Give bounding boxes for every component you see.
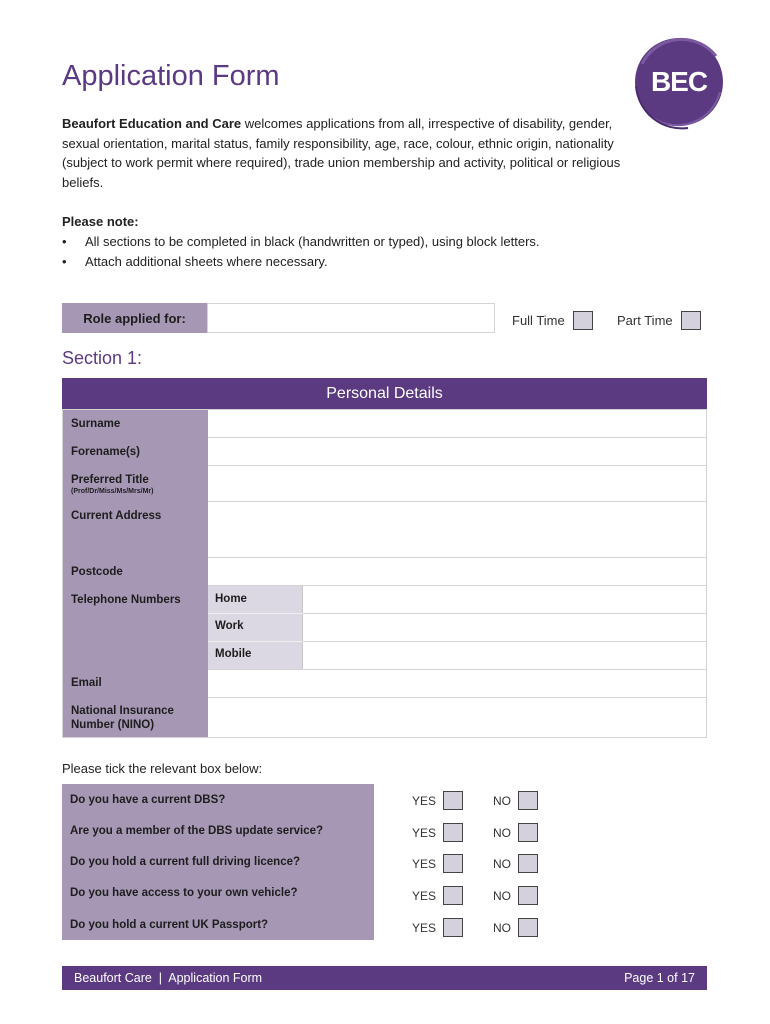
dbs-no-checkbox[interactable] [518,791,538,810]
licence-no-checkbox[interactable] [518,854,538,873]
role-applied-input[interactable] [207,303,495,333]
phone-work-label: Work [215,620,244,632]
dbs-no-option: NO [493,791,538,810]
note-item: • Attach additional sheets where necessary. [62,254,328,269]
dbs-update-yes-option: YES [412,823,463,842]
question-label: Are you a member of the DBS update service? [70,825,324,837]
personal-details-table [62,409,707,738]
bec-logo [628,34,730,130]
vehicle-no-checkbox[interactable] [518,886,538,905]
dbs-update-no-option: NO [493,823,538,842]
logo-text: BEC [650,66,708,97]
page-footer [62,966,707,990]
full-time-option [512,311,593,330]
org-name: Beaufort Education and Care [62,116,242,131]
intro-paragraph [62,114,622,192]
section-title: Section 1: [62,348,143,368]
vehicle-yes-option: YES [412,886,463,905]
surname-label: Surname [71,418,121,430]
nino-label: National Insurance Number (NINO) [71,705,174,731]
page-title: Application Form [62,60,280,92]
vehicle-yes-checkbox[interactable] [443,886,463,905]
intro-text: welcomes applications from all, irrespective of disability, gender, sexual orientation, marital status, family responsibility, age, race, colour, ethnic origin, nationality (subject to work permit where required), trade union membership and activity, political or religious beliefs. [62,116,621,190]
vehicle-no-option: NO [493,886,538,905]
full-time-label: Full Time [512,313,565,328]
licence-yes-option: YES [412,854,463,873]
preferred-title-label: Preferred Title (Prof/Dr/Miss/Ms/Mrs/Mr) [71,474,154,495]
email-label: Email [71,677,102,689]
dbs-yes-checkbox[interactable] [443,791,463,810]
passport-no-option: NO [493,918,538,937]
postcode-label: Postcode [71,566,123,578]
question-label: Do you hold a current full driving licence? [70,856,301,868]
passport-yes-checkbox[interactable] [443,918,463,937]
dbs-update-yes-checkbox[interactable] [443,823,463,842]
tick-instructions: Please tick the relevant box below: [62,761,263,776]
page-number: Page 1 of 17 [624,971,695,985]
preferred-title-hint: (Prof/Dr/Miss/Ms/Mrs/Mr) [71,488,154,495]
full-time-checkbox[interactable] [573,311,593,330]
dbs-yes-option: YES [412,791,463,810]
questions-column [62,784,374,940]
phone-home-label: Home [215,593,247,605]
part-time-checkbox[interactable] [681,311,701,330]
current-address-label: Current Address [71,510,162,522]
note-item: • All sections to be completed in black (handwritten or typed), using block letters. [62,234,540,249]
licence-yes-checkbox[interactable] [443,854,463,873]
passport-yes-option: YES [412,918,463,937]
telephone-label: Telephone Numbers [71,594,181,606]
question-label: Do you hold a current UK Passport? [70,919,269,931]
part-time-option [617,311,701,330]
phone-mobile-label: Mobile [215,648,252,660]
role-applied-label: Role applied for: [62,303,207,333]
personal-details-header: Personal Details [62,378,707,409]
passport-no-checkbox[interactable] [518,918,538,937]
part-time-label: Part Time [617,313,673,328]
forenames-label: Forename(s) [71,446,141,458]
please-note [62,212,540,272]
footer-left: Beaufort Care | Application Form [74,971,263,985]
question-label: Do you have access to your own vehicle? [70,887,298,899]
licence-no-option: NO [493,854,538,873]
note-title: Please note: [62,214,139,229]
question-label: Do you have a current DBS? [70,794,226,806]
dbs-update-no-checkbox[interactable] [518,823,538,842]
